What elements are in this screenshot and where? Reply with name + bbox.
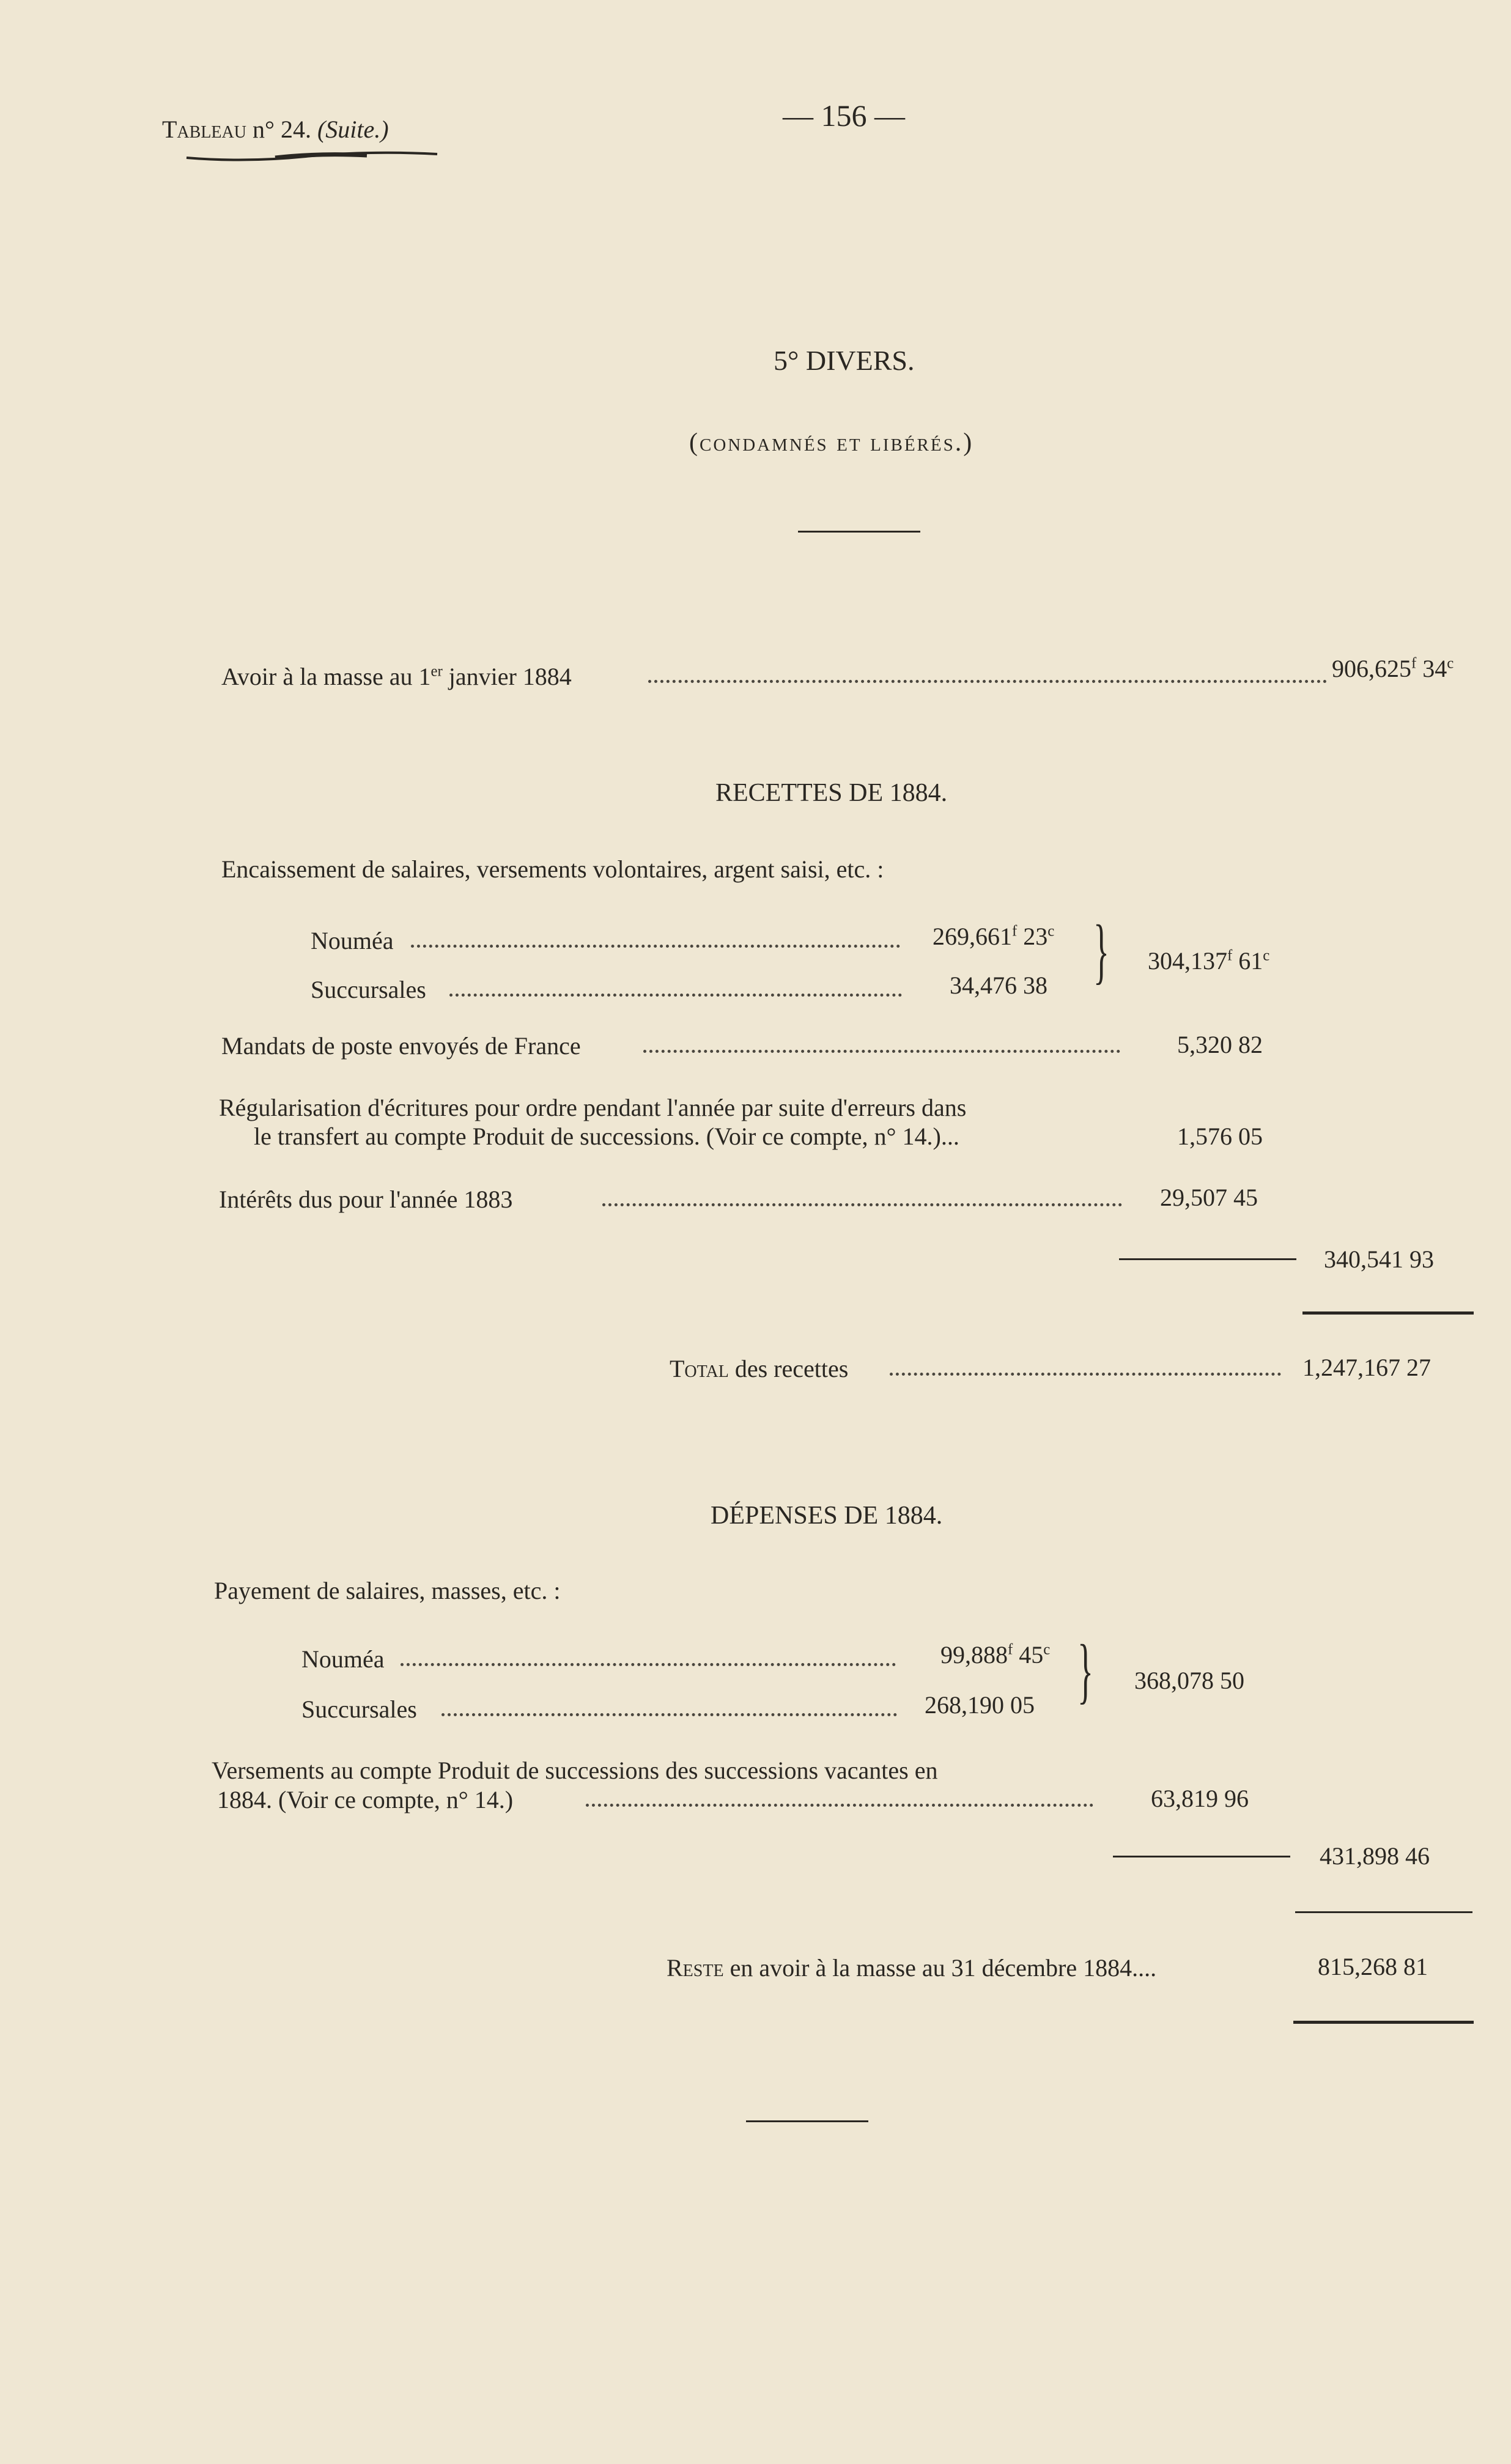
page-number: — 156 — xyxy=(783,98,905,133)
table-ref-number: n° 24. xyxy=(252,116,311,143)
recettes-brace: } xyxy=(1093,910,1109,991)
depenses-succursales-leader xyxy=(441,1713,897,1716)
recettes-total-amount: 340,541 93 xyxy=(1324,1245,1434,1273)
reste-double-rule xyxy=(1293,2021,1474,2024)
versements-line2: 1884. (Voir ce compte, n° 14.) xyxy=(217,1786,514,1813)
recettes-sum-rule xyxy=(1302,1311,1474,1315)
depenses-succursales-label: Succursales xyxy=(301,1695,417,1723)
depenses-heading: DÉPENSES DE 1884. xyxy=(711,1502,943,1530)
footer-divider xyxy=(746,2120,868,2122)
recettes-heading: RECETTES DE 1884. xyxy=(715,779,948,807)
depenses-brace: } xyxy=(1077,1629,1093,1711)
total-recettes-amount: 1,247,167 27 xyxy=(1302,1354,1431,1381)
table-ref-word: Tableau xyxy=(162,116,246,143)
recettes-noumea-label: Nouméa xyxy=(311,927,394,954)
recettes-succursales-amount: 34,476 38 xyxy=(950,972,1047,999)
depenses-noumea-label: Nouméa xyxy=(301,1645,385,1673)
recettes-noumea-amount: 269,661$^f$ 23$^c$ xyxy=(933,923,1055,950)
depenses-noumea-amount: 99,888$^f$ 45$^c$ xyxy=(940,1641,1051,1669)
regularisation-line2: le transfert au compte Produit de successions. (Voir ce compte, n° 14.)... xyxy=(254,1123,959,1150)
section-subtitle: (condamnés et libérés.) xyxy=(689,429,974,457)
avoir-amount: 906,625$^f$ 34$^c$ xyxy=(1332,655,1454,682)
recettes-succursales-leader xyxy=(449,994,902,997)
section-title: 5° DIVERS. xyxy=(774,345,915,376)
recettes-total-rule xyxy=(1119,1258,1296,1260)
recettes-noumea-leader xyxy=(411,945,900,948)
versements-line1: Versements au compte Produit de successions des successions vacantes en xyxy=(212,1757,938,1784)
depenses-noumea-leader xyxy=(401,1663,896,1666)
avoir-leader xyxy=(648,680,1327,683)
reste-amount: 815,268 81 xyxy=(1318,1953,1428,1980)
depenses-total-rule xyxy=(1113,1856,1290,1857)
interets-label: Intérêts dus pour l'année 1883 xyxy=(219,1186,513,1213)
header-flourish xyxy=(183,147,440,165)
interets-leader xyxy=(602,1203,1122,1206)
avoir-label: Avoir à la masse au 1er janvier 1884 xyxy=(221,663,572,690)
table-ref-suite: (Suite.) xyxy=(317,116,389,143)
payement-label: Payement de salaires, masses, etc. : xyxy=(214,1577,561,1604)
section-divider xyxy=(798,531,920,533)
table-reference xyxy=(162,115,389,144)
versements-amount: 63,819 96 xyxy=(1151,1785,1249,1812)
mandats-leader xyxy=(643,1050,1120,1053)
depenses-sum-rule xyxy=(1295,1911,1472,1913)
versements-leader xyxy=(586,1804,1093,1807)
regularisation-amount: 1,576 05 xyxy=(1177,1123,1263,1150)
mandats-label: Mandats de poste envoyés de France xyxy=(221,1032,581,1060)
total-recettes-label: Total des recettes xyxy=(670,1355,849,1382)
mandats-amount: 5,320 82 xyxy=(1177,1031,1263,1058)
depenses-total-amount: 431,898 46 xyxy=(1320,1842,1430,1870)
recettes-succursales-label: Succursales xyxy=(311,976,426,1003)
regularisation-line1: Régularisation d'écritures pour ordre pendant l'année par suite d'erreurs dans xyxy=(219,1094,967,1121)
total-recettes-leader xyxy=(890,1373,1281,1376)
reste-label: Reste en avoir à la masse au 31 décembre 1884.... xyxy=(667,1954,1157,1982)
interets-amount: 29,507 45 xyxy=(1160,1184,1258,1211)
encaissement-label: Encaissement de salaires, versements volontaires, argent saisi, etc. : xyxy=(221,855,884,883)
depenses-succursales-amount: 268,190 05 xyxy=(925,1691,1035,1719)
depenses-subtotal: 368,078 50 xyxy=(1134,1667,1244,1694)
recettes-subtotal: 304,137$^f$ 61$^c$ xyxy=(1148,947,1270,975)
